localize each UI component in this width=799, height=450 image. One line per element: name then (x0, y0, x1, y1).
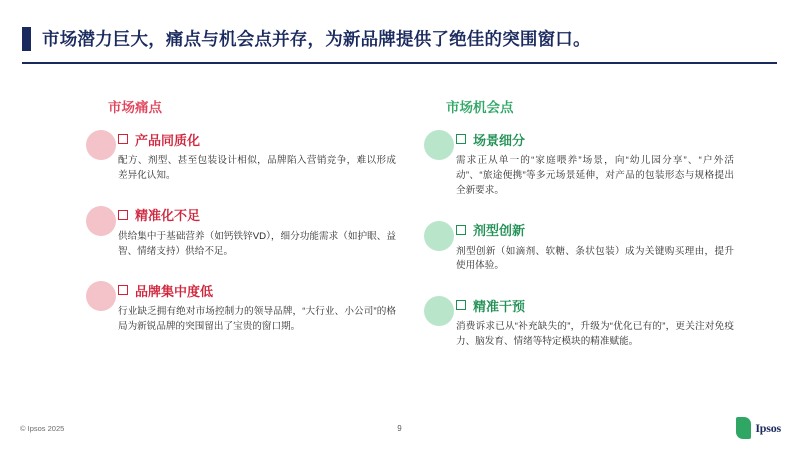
circle-bullet-icon (424, 221, 454, 251)
list-item (424, 296, 744, 350)
list-item-body: 剂型创新（如滴剂、软糖、条状包装）成为关键购买理由，提升使用体验。 (456, 245, 734, 272)
list-item-title: 产品同质化 (135, 132, 201, 148)
circle-bullet-icon (424, 296, 454, 326)
column-heading-pain-points: 市场痛点 (108, 100, 162, 115)
list-item-body: 消费诉求已从“补充缺失的”，升级为“优化已有的”，更关注对免疫力、脑发育、情绪等特定模块的精准赋能。 (456, 321, 734, 348)
list-item-body: 需求正从单一的“家庭喂养”场景，向“幼儿园分享”、“户外活动”、“旅途便携”等多元场景延伸，对产品的包装形态与规格提出全新要求。 (456, 155, 734, 196)
list-item-header (456, 130, 744, 148)
list-item-title: 剂型创新 (473, 223, 526, 239)
list-item-header (456, 296, 744, 314)
logo-text: Ipsos (755, 420, 781, 435)
title-divider (22, 62, 777, 64)
circle-bullet-icon (86, 206, 116, 236)
square-bullet-icon (118, 285, 128, 295)
list-item (86, 206, 406, 260)
slide-title-row (22, 26, 591, 51)
square-bullet-icon (456, 134, 466, 144)
list-item (86, 130, 406, 184)
square-bullet-icon (456, 225, 466, 235)
list-item-body: 行业缺乏拥有绝对市场控制力的领导品牌，“大行业、小公司”的格局为新锐品牌的突围留出了宝贵的窗口期。 (118, 306, 396, 333)
list-item-title: 品牌集中度低 (135, 283, 214, 299)
column-opportunities (424, 96, 744, 372)
square-bullet-icon (118, 210, 128, 220)
square-bullet-icon (456, 300, 466, 310)
circle-bullet-icon (86, 130, 116, 160)
list-item-title: 精准干预 (473, 298, 526, 314)
list-item (86, 281, 406, 335)
page-number: 9 (397, 424, 402, 433)
list-item-header (118, 206, 406, 224)
logo-mark-icon (736, 417, 751, 439)
list-item-title: 场景细分 (473, 132, 526, 148)
list-item-header (118, 281, 406, 299)
square-bullet-icon (118, 134, 128, 144)
title-accent-bar (22, 27, 31, 51)
circle-bullet-icon (424, 130, 454, 160)
list-item-header (118, 130, 406, 148)
list-item-title: 精准化不足 (135, 208, 201, 224)
list-item-body: 配方、剂型、甚至包装设计相似，品牌陷入营销竞争，难以形成差异化认知。 (118, 155, 396, 181)
copyright-text: © Ipsos 2025 (20, 424, 65, 433)
column-heading-opportunities: 市场机会点 (446, 100, 514, 115)
list-item-body: 供给集中于基础营养（如钙铁锌VD），细分功能需求（如护眼、益智、情绪支持）供给不足。 (118, 230, 396, 257)
brand-logo (736, 417, 781, 439)
column-pain-points (86, 96, 406, 357)
page-title: 市场潜力巨大，痛点与机会点并存，为新品牌提供了绝佳的突围窗口。 (42, 29, 591, 49)
list-item-header (456, 221, 744, 239)
circle-bullet-icon (86, 281, 116, 311)
list-item (424, 221, 744, 275)
list-item (424, 130, 744, 199)
